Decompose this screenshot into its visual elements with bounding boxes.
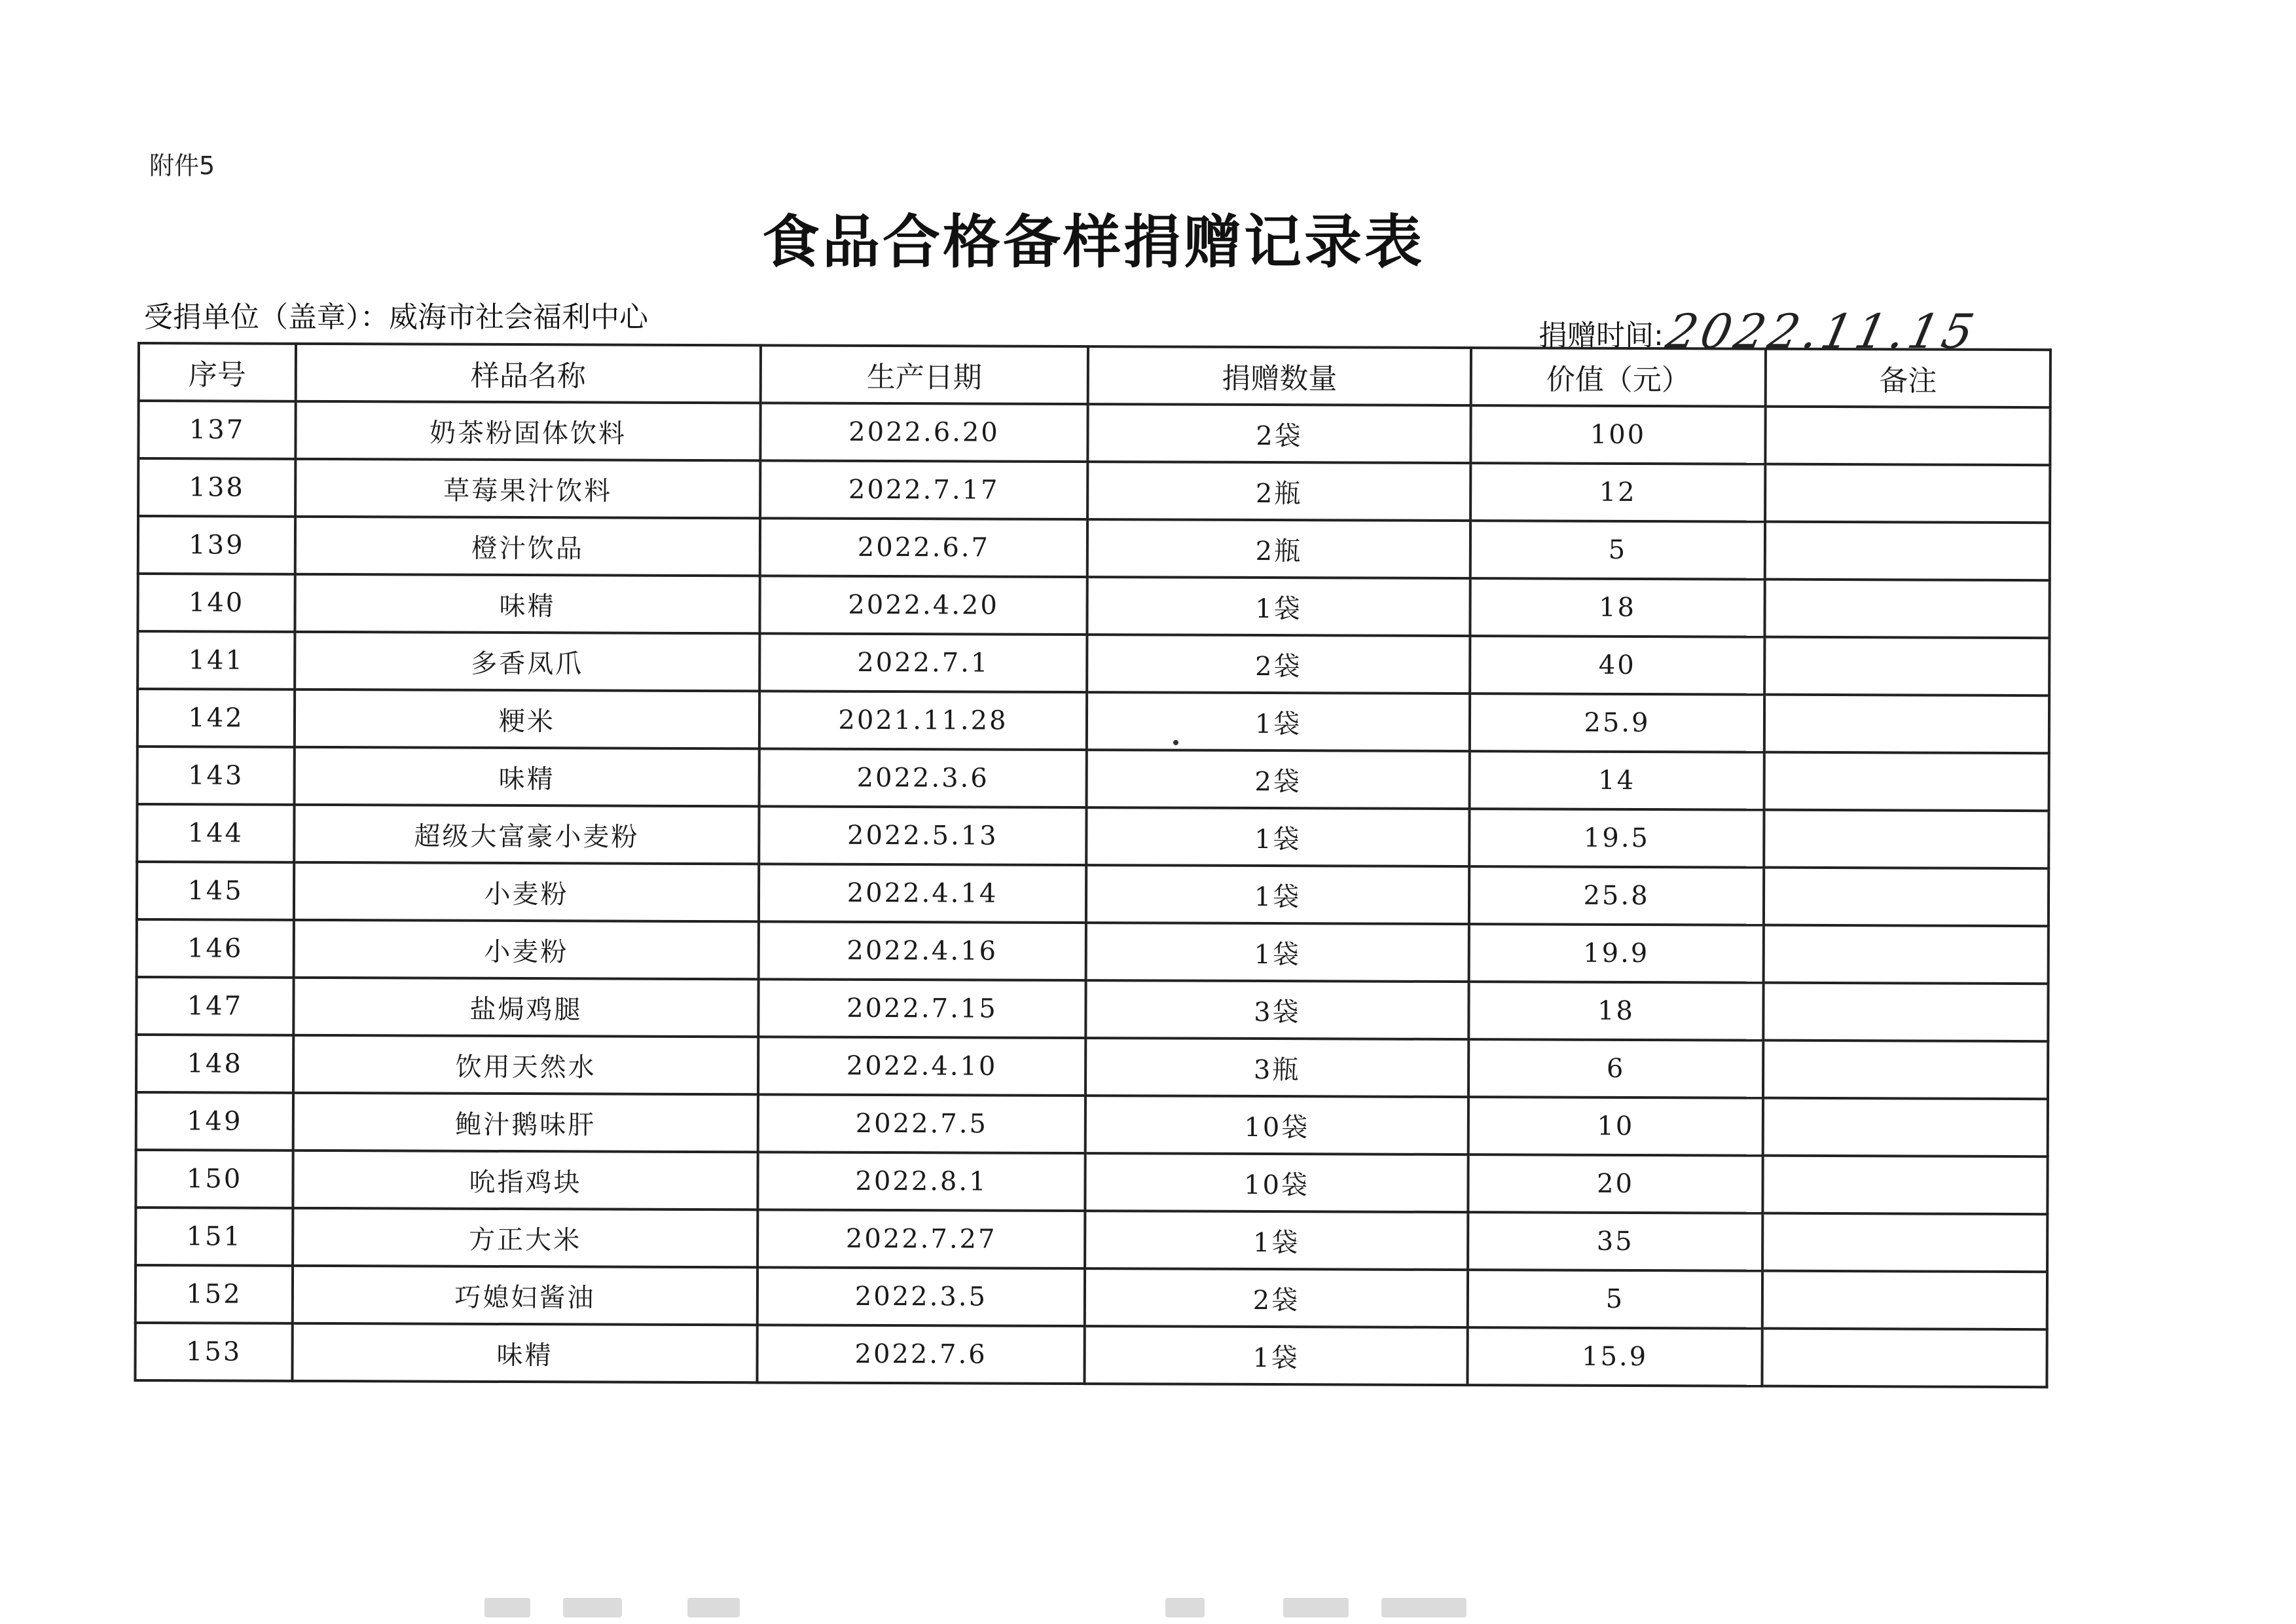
scan-bleed-mark — [687, 1598, 740, 1617]
cell-note — [1762, 1213, 2047, 1272]
attachment-label: 附件5 — [149, 151, 215, 180]
cell-value: 19.5 — [1469, 809, 1764, 868]
cell-name: 味精 — [292, 1323, 757, 1382]
scan-bleed-mark — [1283, 1598, 1349, 1617]
cell-no: 152 — [136, 1265, 293, 1323]
table-row — [138, 458, 2050, 523]
cell-date: 2021.11.28 — [759, 691, 1087, 750]
cell-qty: 1袋 — [1085, 1211, 1468, 1270]
cell-no: 141 — [137, 631, 295, 690]
table-row — [137, 631, 2049, 695]
table-row — [137, 689, 2049, 753]
cell-qty: 1袋 — [1084, 1326, 1467, 1385]
table-row — [137, 574, 2049, 638]
cell-qty: 3瓶 — [1085, 1038, 1468, 1097]
cell-no: 150 — [136, 1150, 293, 1208]
cell-name: 味精 — [295, 574, 759, 633]
header-name: 样品名称 — [296, 344, 761, 403]
cell-date: 2022.4.10 — [758, 1037, 1085, 1096]
cell-no: 148 — [136, 1035, 293, 1093]
table-row — [136, 1092, 2048, 1156]
cell-value: 35 — [1468, 1212, 1762, 1271]
cell-note — [1764, 868, 2049, 927]
cell-name: 粳米 — [295, 690, 759, 748]
cell-no: 138 — [138, 458, 295, 517]
cell-qty: 10袋 — [1085, 1096, 1468, 1154]
table-row — [136, 1150, 2047, 1214]
table-header — [139, 343, 2050, 407]
cell-no: 151 — [136, 1208, 293, 1266]
cell-qty: 2瓶 — [1087, 462, 1470, 521]
cell-name: 方正大米 — [293, 1208, 757, 1267]
cell-value: 15.9 — [1467, 1327, 1762, 1386]
cell-note — [1764, 637, 2049, 696]
cell-note — [1762, 1329, 2047, 1388]
donation-time-handwritten: 2022.11.15 — [1661, 304, 1983, 359]
table-row — [137, 804, 2049, 868]
scan-speck — [1173, 740, 1178, 745]
header-row — [139, 343, 2050, 407]
page-title: 食品合格备样捐赠记录表 — [761, 208, 1425, 276]
cell-value: 12 — [1470, 463, 1765, 522]
cell-value: 40 — [1470, 636, 1764, 695]
table-row — [137, 862, 2049, 926]
scan-bleed-mark — [1165, 1598, 1205, 1617]
cell-qty: 2瓶 — [1087, 519, 1470, 578]
scan-bleed-mark — [563, 1598, 622, 1617]
cell-note — [1764, 580, 2049, 638]
table-row — [137, 919, 2049, 984]
header-qty: 捐赠数量 — [1088, 346, 1471, 405]
cell-qty: 2袋 — [1087, 635, 1470, 693]
cell-no: 145 — [137, 862, 294, 920]
recipient-label: 受捐单位（盖章）： — [144, 301, 389, 334]
cell-date: 2022.4.20 — [759, 576, 1087, 635]
cell-date: 2022.7.1 — [759, 633, 1087, 692]
cell-no: 153 — [135, 1323, 292, 1381]
header-date: 生产日期 — [761, 345, 1088, 404]
table-row — [136, 1208, 2047, 1272]
cell-date: 2022.4.14 — [759, 864, 1086, 923]
cell-name: 饮用天然水 — [293, 1035, 758, 1094]
cell-note — [1765, 522, 2050, 581]
cell-no: 147 — [136, 977, 293, 1035]
table-row — [136, 1265, 2047, 1329]
cell-date: 2022.4.16 — [759, 921, 1086, 980]
cell-qty: 1袋 — [1087, 692, 1470, 751]
table-row — [136, 977, 2048, 1041]
scan-bleed-mark — [484, 1598, 530, 1617]
cell-name: 多香凤爪 — [295, 632, 759, 691]
cell-date: 2022.8.1 — [757, 1152, 1085, 1211]
donation-record-table — [134, 342, 2052, 1388]
cell-qty: 1袋 — [1086, 807, 1469, 866]
cell-name: 草莓果汁饮料 — [295, 459, 760, 518]
cell-no: 149 — [136, 1092, 293, 1151]
cell-note — [1764, 695, 2049, 754]
cell-value: 5 — [1470, 521, 1765, 580]
cell-note — [1764, 925, 2049, 984]
table-row — [137, 747, 2049, 811]
cell-no: 143 — [137, 747, 295, 805]
cell-qty: 2袋 — [1087, 750, 1470, 809]
table-body — [135, 401, 2050, 1387]
scan-bleed-mark — [1381, 1598, 1467, 1617]
cell-no: 142 — [137, 689, 295, 747]
cell-value: 20 — [1468, 1154, 1762, 1213]
donation-time-label: 捐赠时间: — [1539, 319, 1664, 352]
cell-name: 橙汁饮品 — [295, 517, 760, 576]
cell-no: 139 — [138, 516, 295, 574]
cell-no: 144 — [137, 804, 294, 862]
cell-note — [1762, 1271, 2047, 1330]
cell-value: 14 — [1470, 751, 1764, 810]
cell-name: 巧媳妇酱油 — [293, 1266, 757, 1325]
cell-value: 6 — [1468, 1039, 1763, 1098]
cell-note — [1765, 407, 2050, 466]
cell-date: 2022.7.5 — [758, 1094, 1085, 1153]
cell-name: 味精 — [295, 747, 759, 806]
cell-name: 小麦粉 — [294, 920, 759, 979]
cell-value: 18 — [1468, 982, 1763, 1041]
cell-value: 100 — [1470, 405, 1765, 464]
table-row — [136, 1035, 2048, 1099]
cell-qty: 1袋 — [1087, 577, 1470, 636]
cell-qty: 2袋 — [1087, 404, 1470, 463]
cell-note — [1765, 464, 2050, 523]
cell-name: 超级大富豪小麦粉 — [294, 805, 759, 864]
table-row — [138, 401, 2050, 465]
table-row — [135, 1323, 2047, 1387]
cell-date: 2022.7.27 — [757, 1209, 1085, 1268]
cell-value: 19.9 — [1469, 924, 1764, 983]
cell-name: 鲍汁鹅味肝 — [293, 1093, 758, 1152]
donation-time-line — [1539, 299, 1983, 359]
cell-value: 25.8 — [1469, 866, 1764, 925]
cell-note — [1763, 1098, 2048, 1157]
cell-note — [1762, 1156, 2047, 1215]
cell-note — [1763, 1041, 2048, 1099]
cell-value: 18 — [1470, 578, 1764, 637]
cell-date: 2022.5.13 — [759, 806, 1086, 865]
cell-name: 盐焗鸡腿 — [293, 978, 758, 1037]
cell-date: 2022.6.20 — [760, 403, 1087, 462]
cell-value: 10 — [1468, 1097, 1763, 1156]
cell-date: 2022.7.6 — [757, 1325, 1084, 1384]
cell-qty: 1袋 — [1086, 865, 1469, 924]
recipient-value: 威海市社会福利中心 — [389, 301, 648, 334]
cell-no: 146 — [137, 919, 294, 978]
cell-date: 2022.6.7 — [760, 518, 1087, 577]
cell-note — [1763, 983, 2048, 1042]
header-no: 序号 — [139, 343, 296, 401]
cell-note — [1764, 752, 2049, 811]
cell-value: 5 — [1468, 1270, 1762, 1329]
cell-qty: 3袋 — [1085, 980, 1468, 1039]
cell-name: 小麦粉 — [294, 862, 759, 921]
cell-date: 2022.7.17 — [760, 460, 1087, 519]
cell-date: 2022.7.15 — [758, 979, 1085, 1038]
cell-note — [1764, 810, 2049, 869]
cell-no: 140 — [137, 574, 295, 632]
cell-no: 137 — [138, 401, 295, 459]
cell-value: 25.9 — [1470, 693, 1764, 752]
cell-name: 奶茶粉固体饮料 — [295, 401, 760, 460]
table-row — [138, 516, 2050, 580]
cell-qty: 1袋 — [1086, 923, 1469, 982]
recipient-line — [144, 293, 648, 335]
cell-qty: 10袋 — [1085, 1153, 1468, 1212]
cell-name: 吮指鸡块 — [293, 1151, 757, 1209]
cell-date: 2022.3.5 — [757, 1267, 1085, 1326]
header-note: 备注 — [1766, 349, 2050, 408]
header-value: 价值（元） — [1471, 348, 1766, 407]
cell-date: 2022.3.6 — [759, 748, 1087, 807]
cell-qty: 2袋 — [1085, 1268, 1468, 1327]
